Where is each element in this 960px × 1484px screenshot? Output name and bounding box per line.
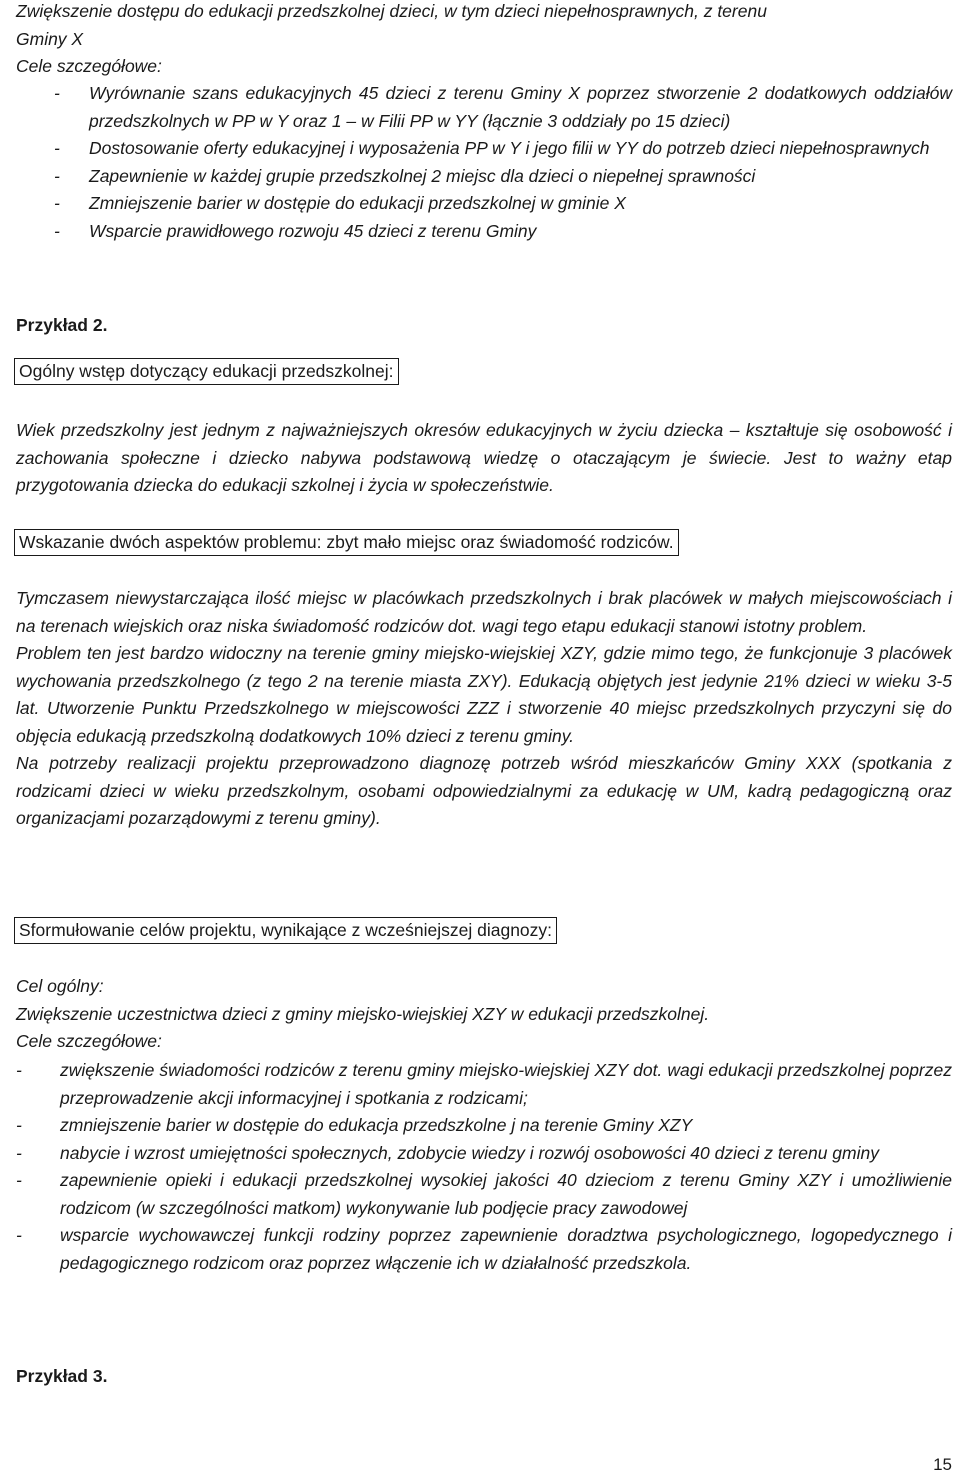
top-heading [16, 0, 952, 81]
list-item-text: Wyrównanie szans edukacyjnych 45 dzieci z terenu Gminy X poprzez stworzenie 2 dodatkowych oddziałów przedszkolnych w PP w Y oraz 1 – w Filii PP w YY (łącznie 3 oddziały po 15 dzieci) [89, 83, 952, 131]
list-item [16, 1112, 952, 1140]
list-item-text: Dostosowanie oferty edukacyjnej i wyposażenia PP w Y i jego filii w YY do potrzeb dzieci niepełnosprawnych [89, 138, 930, 158]
top-heading-line2: Gminy X [16, 28, 84, 49]
top-goals-label: Cele szczegółowe: [16, 56, 162, 76]
dash-bullet: - [54, 193, 60, 213]
list-item [16, 80, 952, 135]
example-2-label: Przykład 2. [16, 315, 108, 335]
dash-bullet: - [54, 220, 60, 241]
goals-box-heading: Sformułowanie celów projektu, wynikające z wcześniejszej diagnozy: [14, 917, 557, 944]
example-3-label: Przykład 3. [16, 1366, 108, 1386]
intro-box-heading: Ogólny wstęp dotyczący edukacji przedszkolnej: [14, 358, 399, 385]
list-item-text: zmniejszenie barier w dostępie do edukacja przedszkolne j na terenie Gminy XZY [60, 1115, 693, 1135]
list-item-text: zwiększenie świadomości rodziców z terenu gminy miejsko-wiejskiej XZY dot. wagi edukacji przedszkolnej poprzez przeprowadzenie akcji informacyjnej i spotkania z rodzicami; [60, 1060, 952, 1108]
specific-goals-label: Cele szczegółowe: [16, 1031, 162, 1051]
page-number: 15 [933, 1455, 952, 1474]
intro-paragraph: Wiek przedszkolny jest jednym z najważniejszych okresów edukacyjnych w życiu dziecka – kształtuje się osobowość i zachowania społeczne i dziecko nabywa podstawową wiedzę o otaczającym je świecie. Jest to ważny etap przygotowania dziecka do edukacji szkolnej i życia w społeczeństwie. [16, 420, 952, 495]
list-item [16, 135, 952, 163]
list-item [16, 1167, 952, 1222]
dash-bullet: - [54, 83, 60, 103]
dash-bullet: - [54, 138, 60, 158]
top-goals-list [16, 80, 952, 245]
problem-paragraph: Problem ten jest bardzo widoczny na terenie gminy miejsko-wiejskiej XZY, gdzie mimo tego, że funkcjonuje 3 placówek wychowania przedszkolnego (z tego 2 na terenie miasta ZXY). Edukacją objętych jest jedynie 21% dzieci w wieku 3-5 lat. Utworzenie Punktu Przedszkolnego w miejscowości ZZZ i stworzenie 40 miejsc przedszkolnych przyczyni się do objęcia edukacją przedszkolną dodatkowych 10% dzieci z terenu gminy. [16, 643, 952, 746]
list-item-text: Zapewnienie w każdej grupie przedszkolnej 2 miejsc dla dzieci o niepełnej sprawności [89, 165, 756, 186]
general-goal-section [16, 973, 952, 1056]
dash-bullet: - [16, 1060, 22, 1080]
list-item-text: Wsparcie prawidłowego rozwoju 45 dzieci z terenu Gminy [89, 220, 537, 241]
list-item-text: nabycie i wzrost umiejętności społecznych, zdobycie wiedzy i rozwój osobowości 40 dzieci z terenu gminy [60, 1142, 879, 1163]
dash-bullet: - [16, 1115, 22, 1135]
dash-bullet: - [16, 1225, 22, 1245]
top-heading-line1: Zwiększenie dostępu do edukacji przedszkolnej dzieci, w tym dzieci niepełnosprawnych, z terenu [16, 1, 767, 21]
specific-goals-list [16, 1057, 952, 1277]
dash-bullet: - [16, 1142, 22, 1163]
list-item-text: zapewnienie opieki i edukacji przedszkolnej wysokiej jakości 40 dzieciom z terenu Gminy XZY i umożliwienie rodzicom (w szczególności matkom) wykonywanie lub podjęcie pracy zawodowej [60, 1170, 952, 1218]
list-item-text: wsparcie wychowawczej funkcji rodziny poprzez zapewnienie doradztwa psychologicznego, logopedycznego i pedagogicznego rodzicom oraz poprzez włączenie ich w działalność przedszkola. [60, 1225, 952, 1273]
list-item [16, 1057, 952, 1112]
dash-bullet: - [16, 1170, 22, 1190]
general-goal-text: Zwiększenie uczestnictwa dzieci z gminy miejsko-wiejskiej XZY w edukacji przedszkolnej. [16, 1003, 710, 1024]
list-item [16, 1140, 952, 1168]
list-item-text: Zmniejszenie barier w dostępie do edukacji przedszkolnej w gminie X [89, 193, 626, 213]
list-item [16, 190, 952, 218]
general-goal-label: Cel ogólny: [16, 976, 104, 996]
list-item [16, 163, 952, 191]
problem-paragraph: Tymczasem niewystarczająca ilość miejsc w placówkach przedszkolnych i brak placówek w małych miejscowościach i na terenach wiejskich oraz niska świadomość rodziców dot. wagi tego etapu edukacji stanowi istotny problem. [16, 588, 952, 636]
problem-section [16, 585, 952, 833]
problem-paragraph: Na potrzeby realizacji projektu przeprowadzono diagnozę potrzeb wśród mieszkańców Gminy XXX (spotkania z rodzicami dzieci w wieku przedszkolnym, osobami odpowiedzialnymi za edukację w UM, kadrą pedagogiczną oraz organizacjami pozarządowymi z terenu gminy). [16, 753, 952, 828]
list-item [16, 218, 952, 246]
list-item [16, 1222, 952, 1277]
problem-box-heading: Wskazanie dwóch aspektów problemu: zbyt mało miejsc oraz świadomość rodziców. [14, 529, 679, 556]
dash-bullet: - [54, 165, 60, 186]
